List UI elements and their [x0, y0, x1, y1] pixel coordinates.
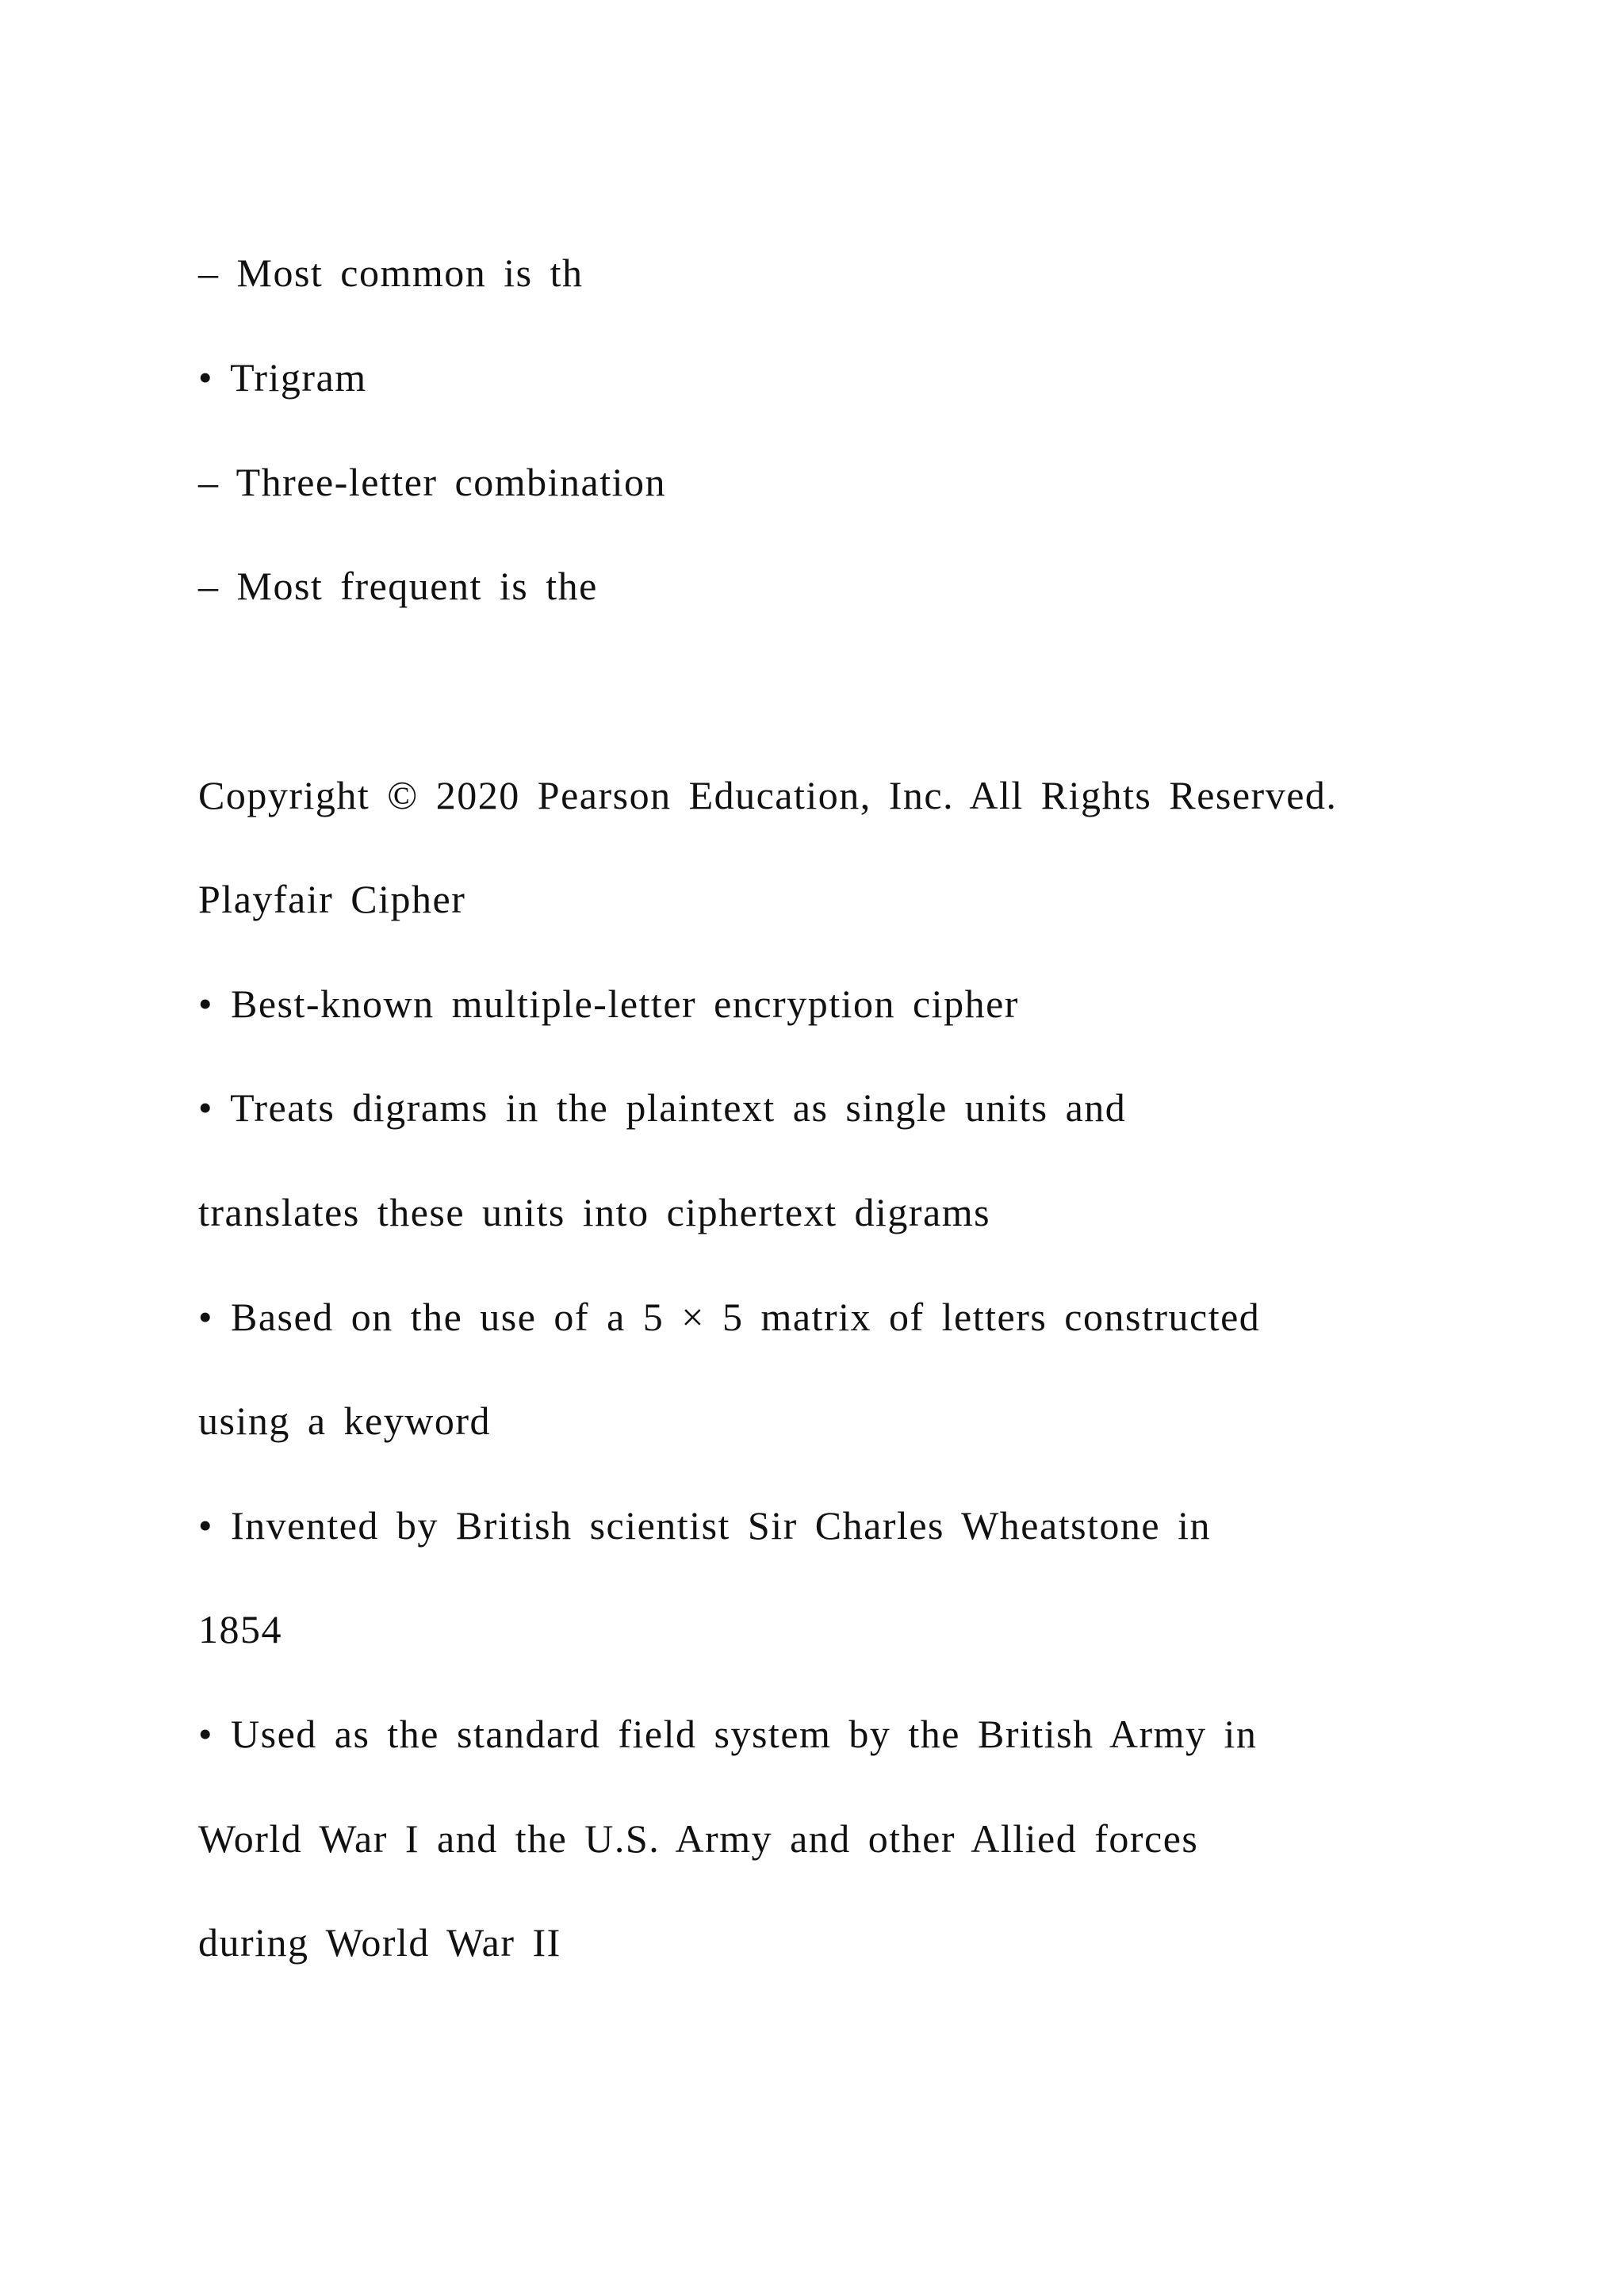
text-line-invented: • Invented by British scientist Sir Charles Wheatstone in	[198, 1503, 1212, 1548]
text-line-best-known: • Best-known multiple-letter encryption cipher	[198, 982, 1019, 1026]
text-line-most-common: – Most common is th	[198, 251, 584, 295]
text-line-used-as: • Used as the standard field system by the British Army in	[198, 1712, 1258, 1756]
text-line-based-on: • Based on the use of a 5 × 5 matrix of letters constructed	[198, 1295, 1261, 1339]
text-line-translates: translates these units into ciphertext digrams	[198, 1190, 991, 1234]
text-line-treats-digrams: • Treats digrams in the plaintext as single units and	[198, 1085, 1127, 1130]
section-title-playfair: Playfair Cipher	[198, 877, 466, 921]
text-line-world-war-ii: during World War II	[198, 1920, 561, 1965]
copyright-line: Copyright © 2020 Pearson Education, Inc. All Rights Reserved.	[198, 773, 1338, 817]
text-line-world-war-i: World War I and the U.S. Army and other Allied forces	[198, 1816, 1199, 1861]
text-line-most-frequent: – Most frequent is the	[198, 564, 598, 608]
text-line-three-letter: – Three-letter combination	[198, 460, 666, 504]
text-line-using-keyword: using a keyword	[198, 1399, 491, 1443]
text-line-trigram: • Trigram	[198, 355, 367, 400]
text-line-1854: 1854	[198, 1607, 282, 1651]
